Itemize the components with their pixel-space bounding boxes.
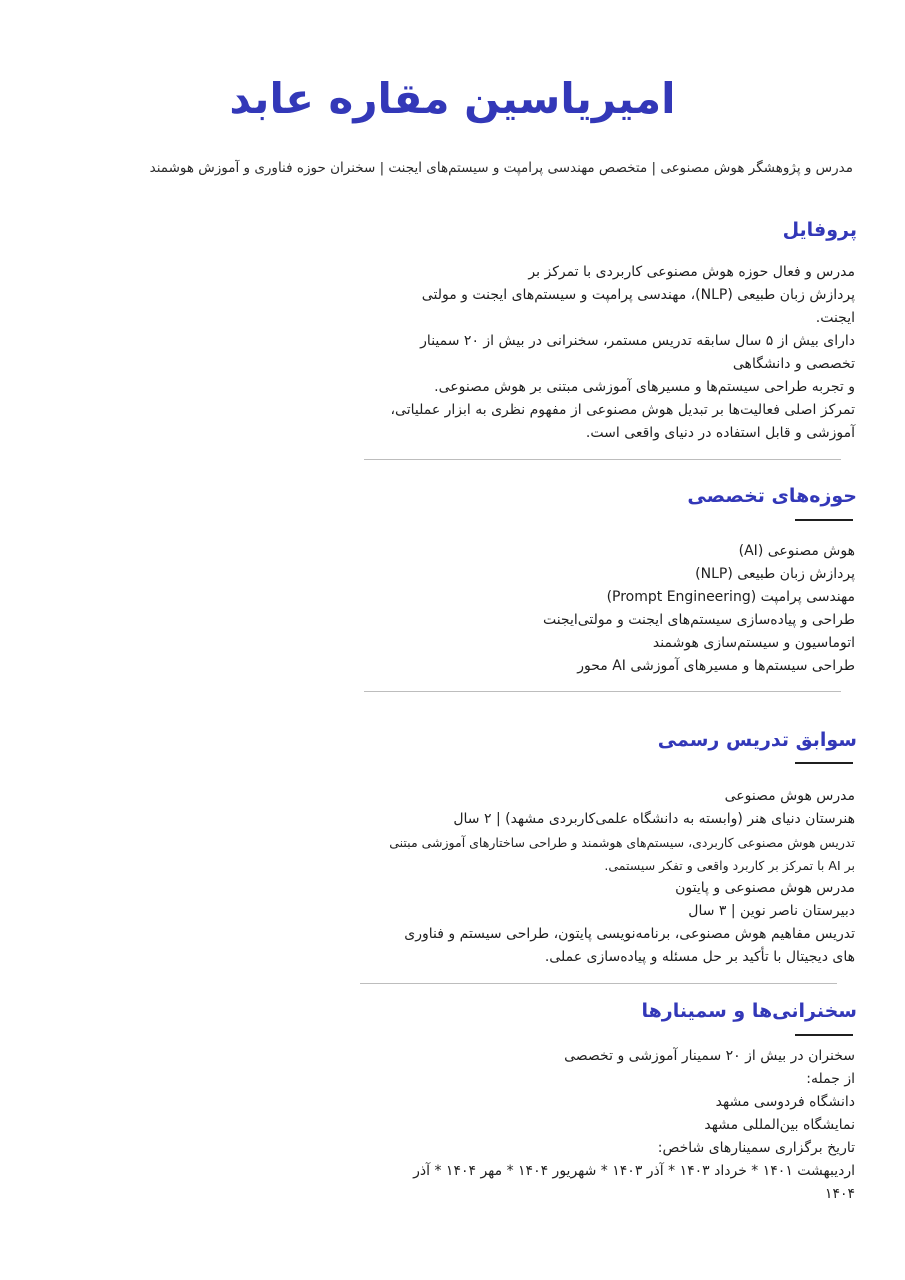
list-item: طراحی و پیاده‌سازی سیستم‌های ایجنت و مولتی‌ایجنت [542, 612, 855, 628]
profile-line: دارای بیش از ۵ سال سابقه تدریس مستمر، سخنرانی در بیش از ۲۰ سمینار [420, 333, 855, 349]
tagline: مدرس و پژوهشگر هوش مصنوعی | متخصص مهندسی پرامپت و سیستم‌های ایجنت | سخنران حوزه فناوری و آموزش هوشمند [149, 160, 853, 176]
section-underline [795, 762, 853, 764]
section-underline [795, 519, 853, 521]
talks-line: دانشگاه فردوسی مشهد [715, 1094, 855, 1110]
talks-line: نمایشگاه بین‌المللی مشهد [704, 1117, 855, 1133]
profile-line: تمرکز اصلی فعالیت‌ها بر تبدیل هوش مصنوعی از مفهوم نظری به ابزار عملیاتی، [390, 402, 855, 418]
teaching-line: تدریس هوش مصنوعی کاربردی، سیستم‌های هوشمند و طراحی ساختارهای آموزشی مبتنی [389, 835, 855, 850]
list-item: پردازش زبان طبیعی (NLP) [695, 566, 855, 582]
list-item: اتوماسیون و سیستم‌سازی هوشمند [652, 635, 855, 651]
teaching-line: مدرس هوش مصنوعی و پایتون [675, 880, 855, 896]
talks-line: از جمله: [806, 1071, 855, 1087]
section-title-profile: پروفایل [782, 219, 857, 241]
talks-line: سخنران در بیش از ۲۰ سمینار آموزشی و تخصصی [564, 1048, 855, 1064]
divider [364, 691, 841, 692]
section-underline [795, 1034, 853, 1036]
teaching-text [389, 785, 855, 969]
section-title-teaching: سوابق تدریس رسمی [657, 729, 857, 751]
profile-text [391, 261, 855, 445]
talks-line: ۱۴۰۴ [824, 1186, 855, 1202]
profile-line: ایجنت. [815, 310, 855, 326]
person-name: امیریاسین مقاره عابد [229, 74, 676, 123]
profile-line: آموزشی و قابل استفاده در دنیای واقعی است. [585, 425, 855, 441]
profile-line: تخصصی و دانشگاهی [732, 356, 855, 372]
teaching-line: دبیرستان ناصر نوین | ۳ سال [688, 903, 855, 919]
teaching-line: تدریس مفاهیم هوش مصنوعی، برنامه‌نویسی پایتون، طراحی سیستم و فناوری [404, 926, 855, 942]
expertise-list [543, 540, 855, 678]
section-title-expertise: حوزه‌های تخصصی [687, 485, 857, 507]
list-item: طراحی سیستم‌ها و مسیرهای آموزشی AI محور [577, 658, 855, 674]
talks-line: اردیبهشت ۱۴۰۱ * خرداد ۱۴۰۳ * آذر ۱۴۰۳ * شهریور ۱۴۰۴ * مهر ۱۴۰۴ * آذر [413, 1163, 855, 1179]
list-item: مهندسی پرامپت (Prompt Engineering) [606, 589, 855, 605]
section-title-talks: سخنرانی‌ها و سمینارها [641, 1000, 857, 1022]
profile-line: پردازش زبان طبیعی (NLP)، مهندسی پرامپت و سیستم‌های ایجنت و مولتی [421, 287, 855, 303]
talks-text [413, 1045, 855, 1206]
profile-line: و تجربه طراحی سیستم‌ها و مسیرهای آموزشی مبتنی بر هوش مصنوعی. [434, 379, 855, 395]
teaching-line: مدرس هوش مصنوعی [724, 788, 855, 804]
teaching-line: های دیجیتال با تأکید بر حل مسئله و پیاده‌سازی عملی. [544, 949, 855, 965]
talks-line: تاریخ برگزاری سمینارهای شاخص: [657, 1140, 855, 1156]
teaching-line: هنرستان دنیای هنر (وابسته به دانشگاه علمی‌کاربردی مشهد) | ۲ سال [453, 811, 855, 827]
profile-line: مدرس و فعال حوزه هوش مصنوعی کاربردی با تمرکز بر [528, 264, 855, 280]
divider [360, 983, 837, 984]
teaching-line: بر AI با تمرکز بر کاربرد واقعی و تفکر سیستمی. [604, 858, 855, 873]
list-item: هوش مصنوعی (AI) [738, 543, 855, 559]
divider [364, 459, 841, 460]
